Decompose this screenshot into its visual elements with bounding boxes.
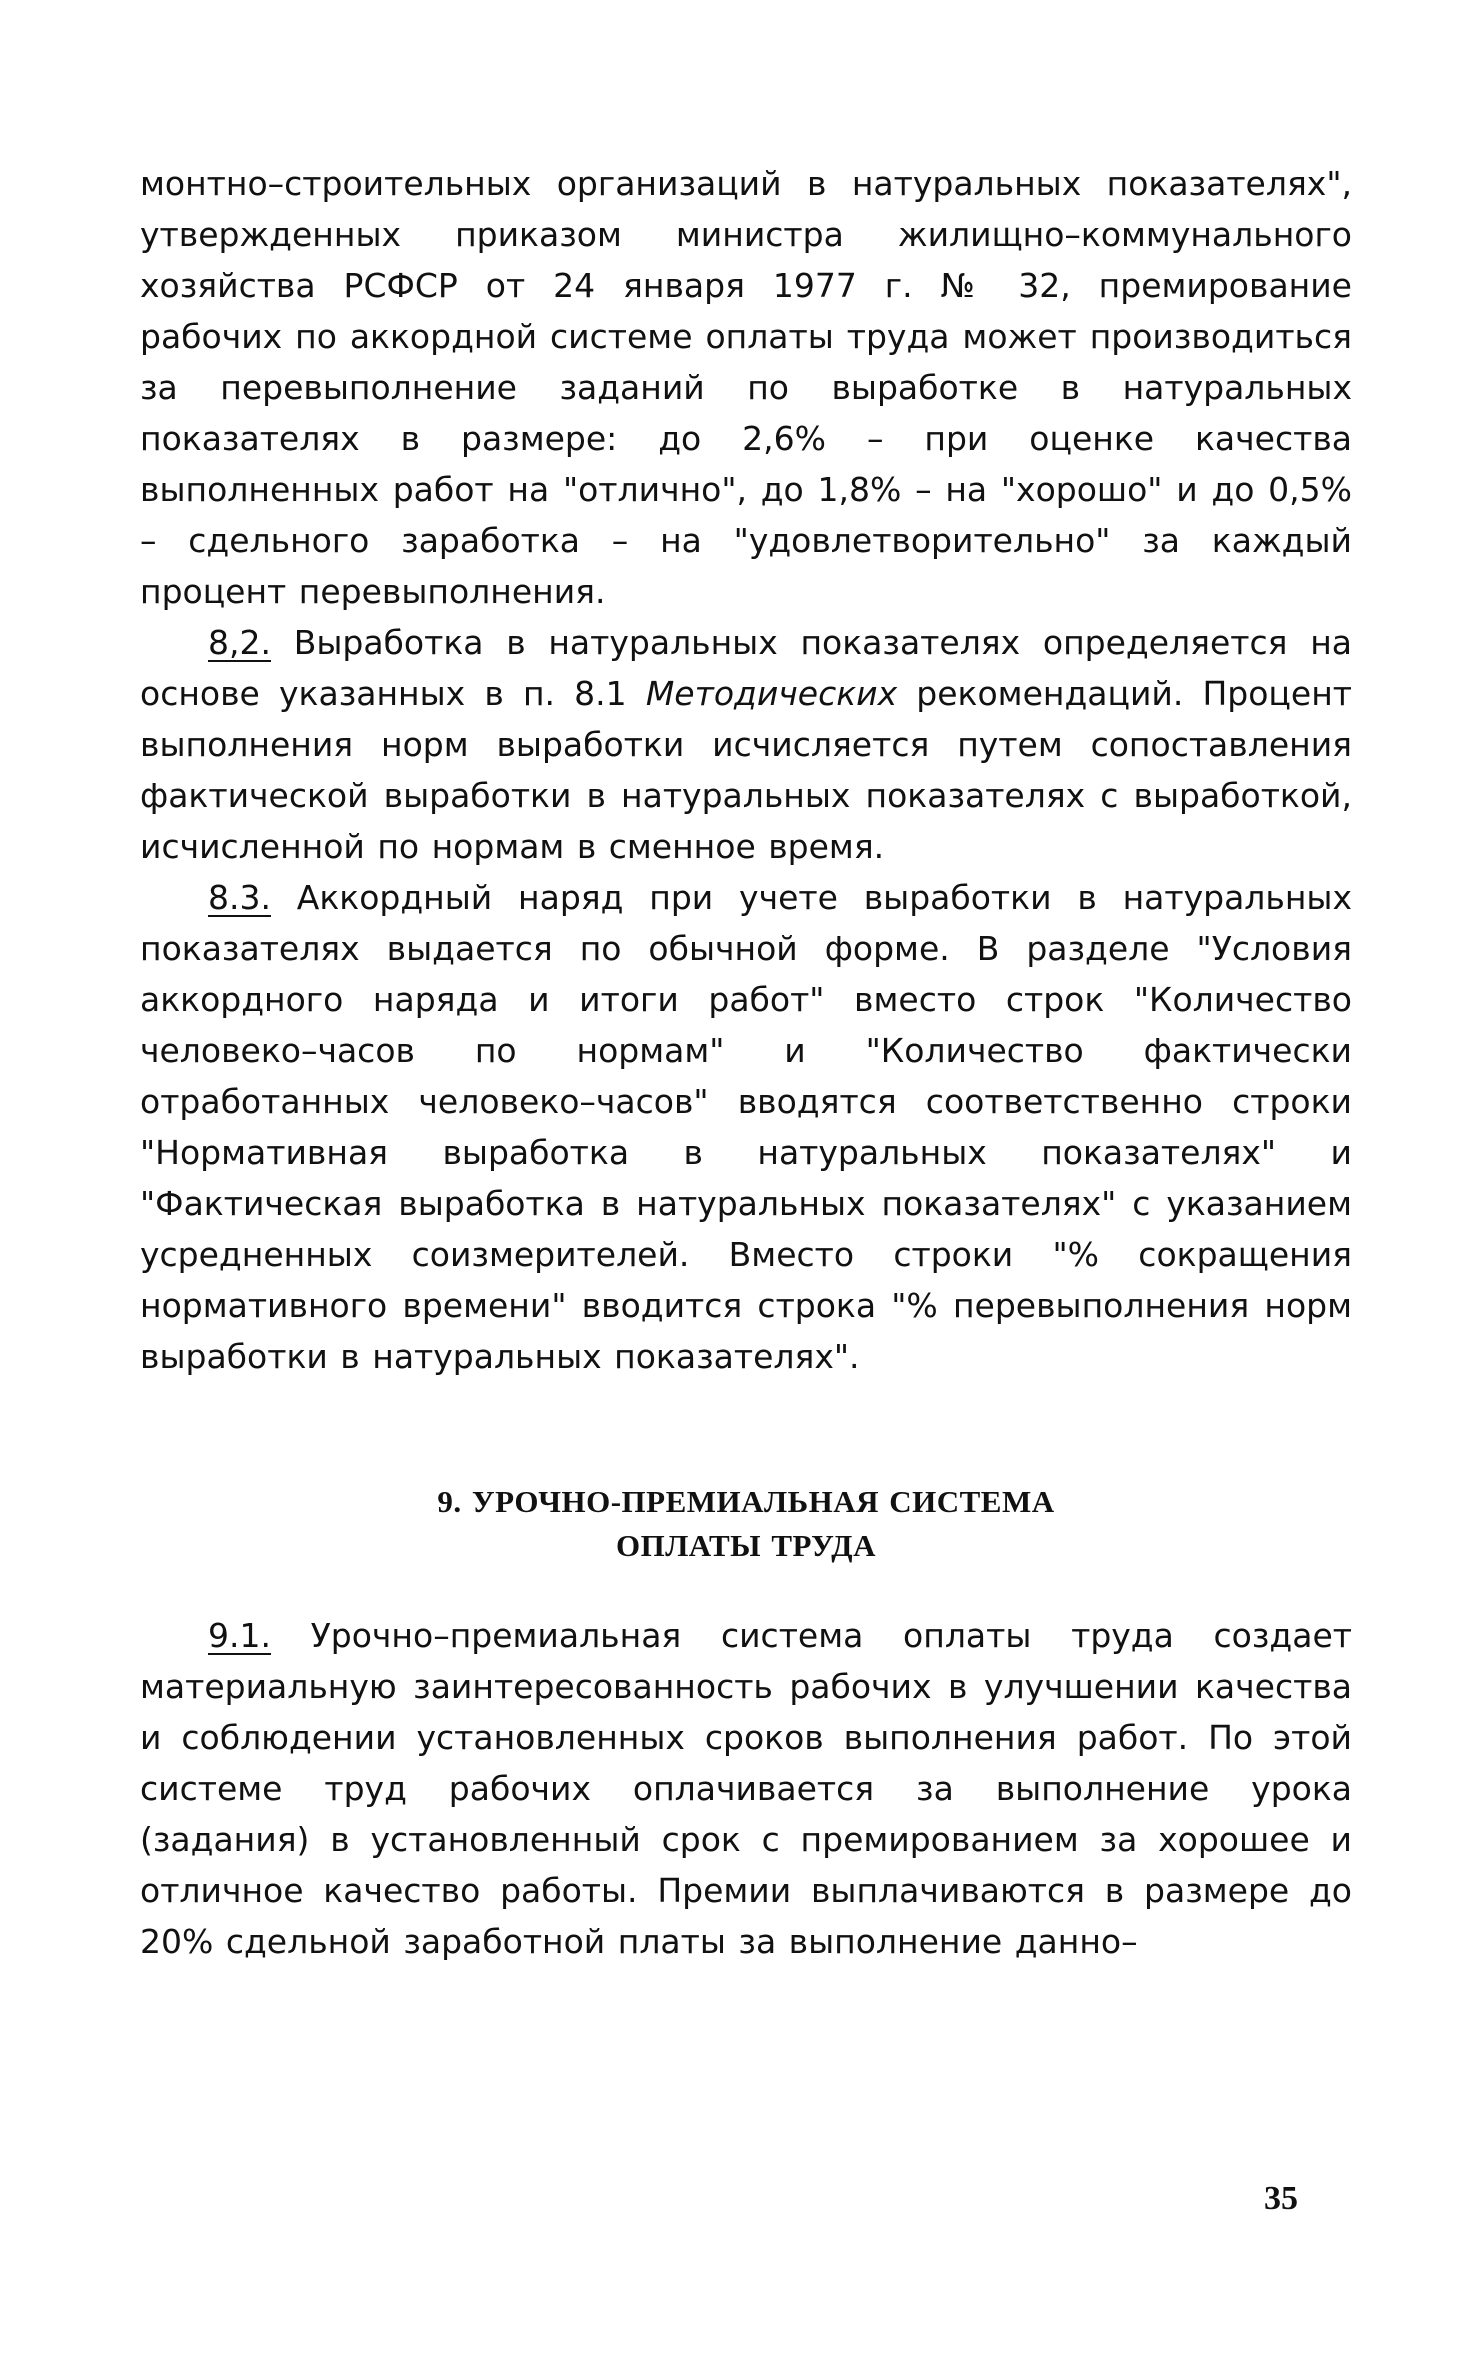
paragraph-8-2-text-a: Выработка в натуральных показателях определяется на основе указанных в п. 8.1 — [140, 623, 1352, 713]
body-text — [140, 158, 1352, 1967]
paragraph-9-1 — [140, 1610, 1352, 1967]
section-heading-line-2: ОПЛАТЫ ТРУДА — [615, 1528, 877, 1563]
paragraph-8-2 — [140, 617, 1352, 872]
page-number: 35 — [1264, 2180, 1298, 2217]
section-number-8-2: 8,2. — [208, 623, 271, 662]
paragraph-8-2-text-b: рекомендаций. Процент выполнения норм выработки исчисляется путем сопоставления фактической выработки в натуральных показателях с выработкой, исчисленной по нормам в сменное время. — [140, 674, 1352, 866]
paragraph-8-3-text: Аккордный наряд при учете выработки в натуральных показателях выдается по обычной форме. В разделе "Условия аккордного наряда и итоги работ" вместо строк "Количество человеко–часов по нормам" и "Количество фактически отработанных человеко–часов" вводятся соответственно строки "Нормативная выработка в натуральных показателях" и "Фактическая выработка в натуральных показателях" с указанием усредненных соизмерителей. Вместо строки "% сокращения нормативного времени" вводится строка "% перевыполнения норм выработки в натуральных показателях". — [140, 878, 1352, 1376]
section-number-9-1: 9.1. — [208, 1616, 271, 1655]
paragraph-continued: монтно–строительных организаций в натуральных показателях", утвержденных приказом министра жилищно–коммунального хозяйства РСФСР от 24 января 1977 г. № 32, премирование рабочих по аккордной системе оплаты труда может производиться за перевыполнение заданий по выработке в натуральных показателях в размере: до 2,6% – при оценке качества выполненных работ на "отлично", до 1,8% – на "хорошо" и до 0,5% – сдельного заработка – на "удовлетворительно" за каждый процент перевыполнения. — [140, 164, 1352, 611]
paragraph-8-2-italic: Методических — [645, 674, 898, 713]
section-number-8-3: 8.3. — [208, 878, 271, 917]
section-heading-line-1: 9. УРОЧНО-ПРЕМИАЛЬНАЯ СИСТЕМА — [437, 1484, 1055, 1519]
section-heading — [140, 1480, 1352, 1568]
paragraph-8-3 — [140, 872, 1352, 1382]
paragraph-9-1-text: Урочно–премиальная система оплаты труда создает материальную заинтересованность рабочих в улучшении качества и соблюдении установленных сроков выполнения работ. По этой системе труд рабочих оплачивается за выполнение урока (задания) в установленный срок с премированием за хорошее и отличное качество работы. Премии выплачиваются в размере до 20% сдельной заработной платы за выполнение данно– — [140, 1616, 1352, 1961]
